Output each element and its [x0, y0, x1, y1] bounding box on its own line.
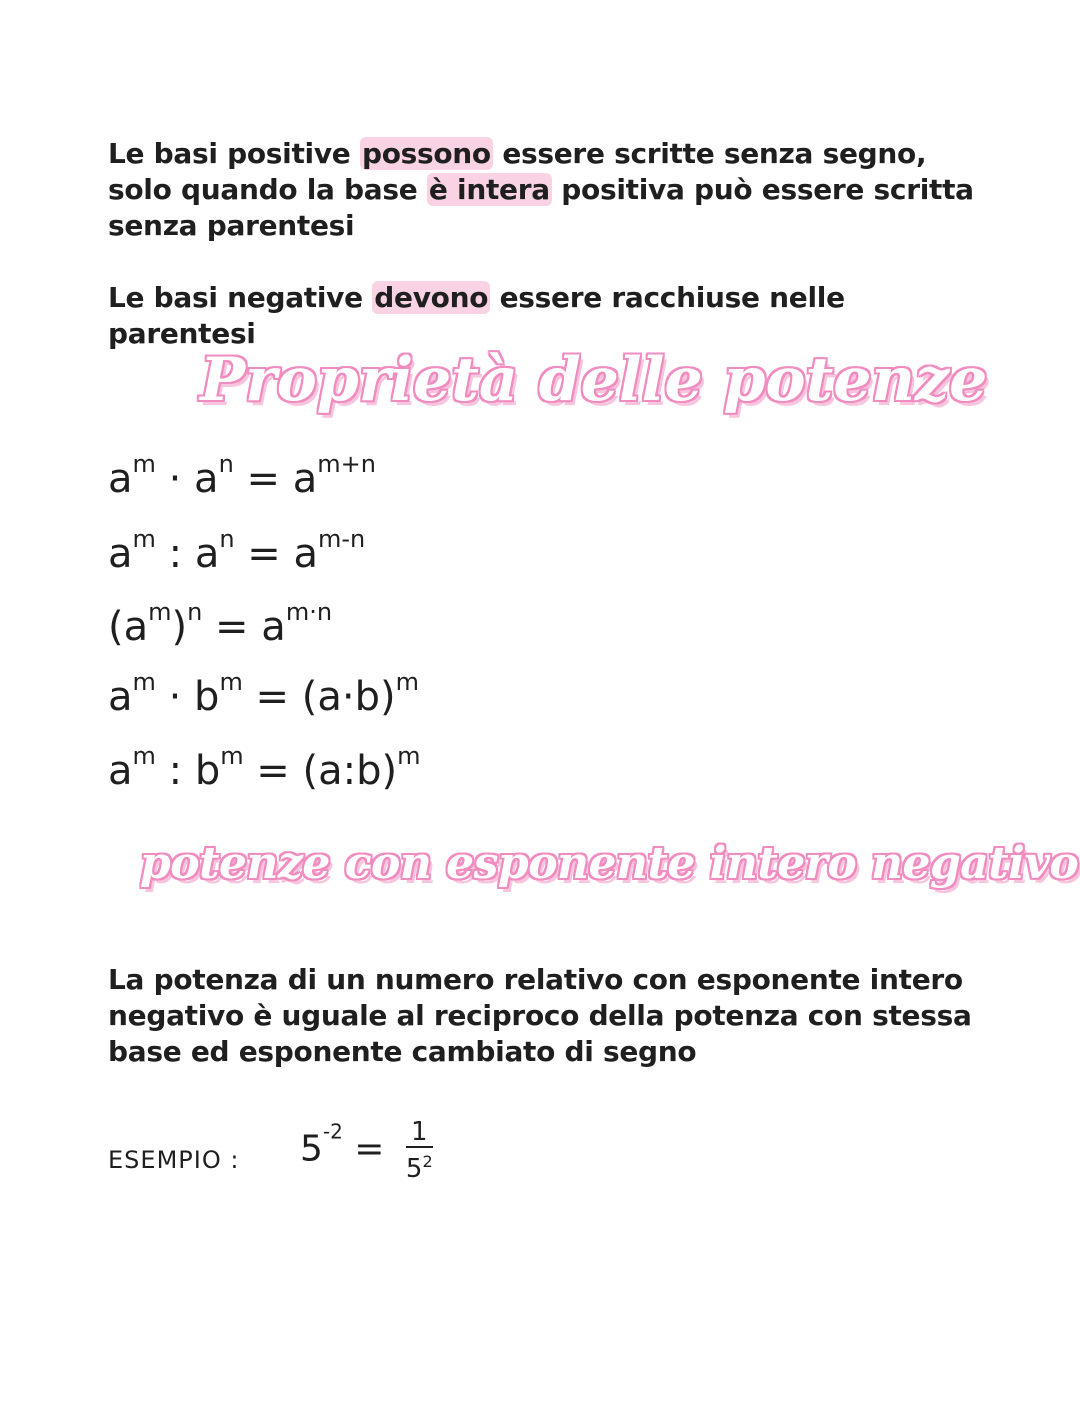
formula-base: a: [108, 531, 133, 577]
heading-negative-exponent: potenze con esponente intero negativo: [140, 838, 1079, 889]
paragraph-positive-bases: [108, 136, 988, 244]
formula-exponent: m: [132, 742, 156, 770]
formula-exponent: m: [148, 598, 172, 626]
heading-properties: Proprietà delle potenze: [200, 345, 988, 415]
formula-exponent: m: [219, 668, 243, 696]
formula-exponent: m: [132, 450, 156, 478]
formula-base: a: [108, 456, 133, 502]
formula-exponent: m: [132, 668, 156, 696]
formula-operator: ): [171, 604, 188, 650]
formula-quotient-same-exponent: [108, 742, 421, 794]
formula-operator: : a: [155, 531, 220, 577]
text: Le basi negative: [108, 281, 373, 314]
example-exponent: -2: [322, 1119, 343, 1144]
formula-exponent: m: [397, 742, 421, 770]
formula-base: (a: [108, 604, 149, 650]
paragraph-negative-exponent-rule: La potenza di un numero relativo con esponente intero negativo è uguale al reciproco della potenza con stessa base ed esponente cambiato di segno: [108, 963, 972, 1068]
example-fraction: [406, 1118, 433, 1183]
formula-operator: · b: [155, 674, 220, 720]
text: positiva può essere scritta senza parentesi: [108, 173, 974, 242]
formula-product-same-base: [108, 450, 376, 502]
formula-base: a: [108, 748, 133, 794]
formula-result: = (a·b): [242, 674, 396, 720]
highlight-intera: è intera: [428, 173, 550, 206]
text: Le basi positive: [108, 137, 360, 170]
formula-exponent: m-n: [318, 525, 366, 553]
formula-result: = a: [234, 531, 319, 577]
formula-product-same-exponent: [108, 668, 419, 720]
formula-result: = (a:b): [243, 748, 398, 794]
denominator-base: 5: [405, 1154, 423, 1184]
formula-result: = a: [233, 456, 318, 502]
denominator-exponent: 2: [422, 1152, 433, 1171]
formula-exponent: m+n: [317, 450, 376, 478]
example-label: ESEMPIO :: [108, 1146, 240, 1174]
text: essere scritte senza segno, solo quando la base: [108, 137, 927, 206]
example-equals: =: [342, 1128, 396, 1170]
formula-quotient-same-base: [108, 525, 365, 577]
formula-exponent: n: [218, 450, 234, 478]
highlight-possono: possono: [361, 137, 491, 170]
formula-operator: · a: [155, 456, 219, 502]
formula-exponent: m: [395, 668, 420, 696]
formula-exponent: n: [219, 525, 235, 553]
text: essere racchiuse nelle parentesi: [108, 281, 845, 350]
example-equation: [300, 1118, 433, 1183]
paragraph-negative-bases: [108, 280, 988, 352]
formula-base: a: [108, 674, 133, 720]
formula-exponent: m·n: [285, 598, 333, 626]
formula-exponent: m: [220, 742, 244, 770]
fraction-denominator: [406, 1148, 433, 1183]
formula-operator: : b: [155, 748, 221, 794]
fraction-numerator: 1: [406, 1118, 433, 1148]
example-base: 5: [300, 1128, 323, 1170]
formula-exponent: m: [132, 525, 156, 553]
highlight-devono: devono: [374, 281, 489, 314]
formula-power-of-power: [108, 598, 332, 650]
formula-exponent: n: [187, 598, 203, 626]
formula-result: = a: [202, 604, 286, 650]
